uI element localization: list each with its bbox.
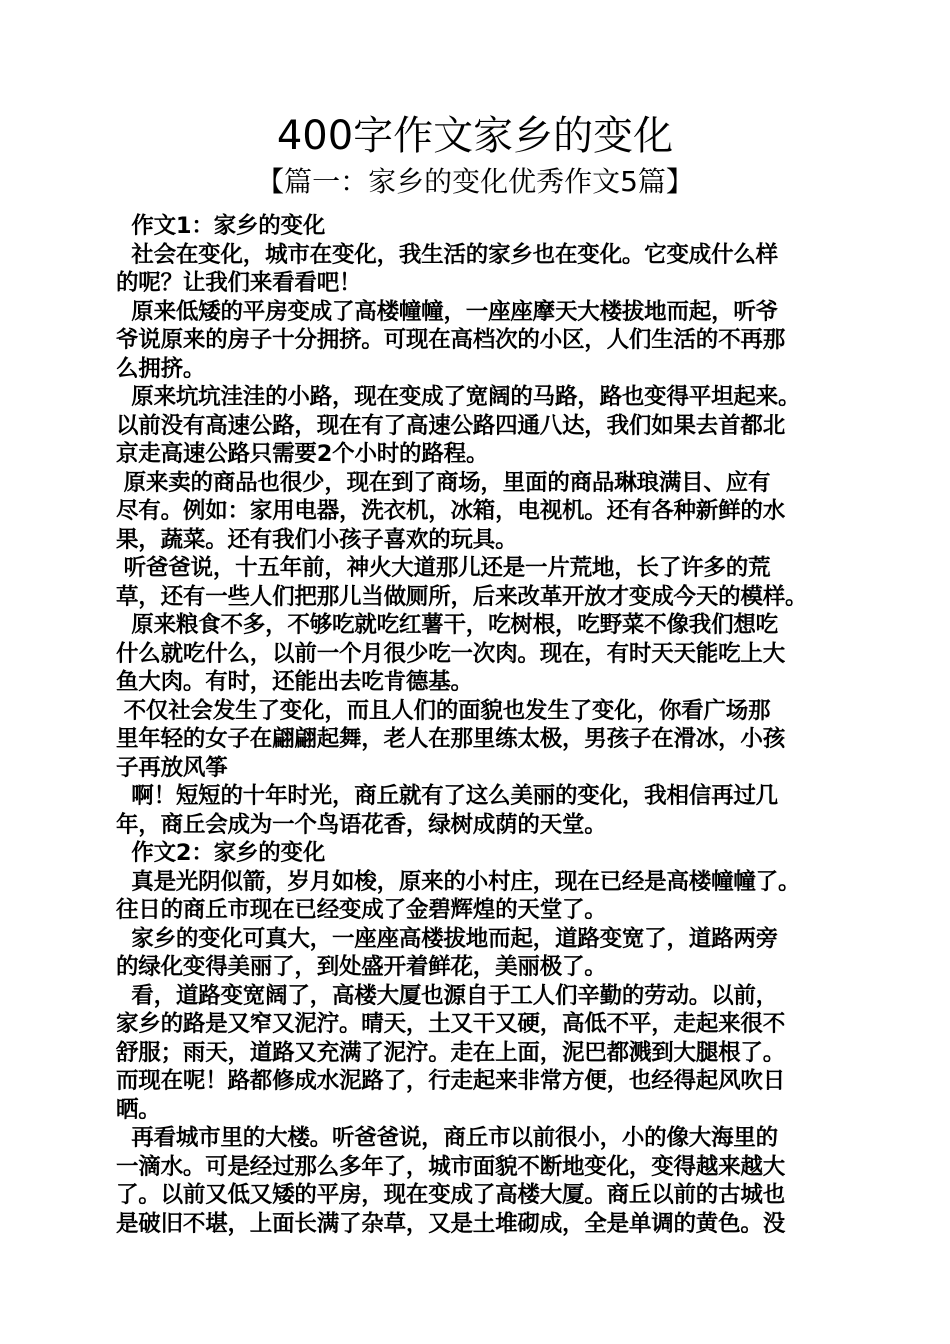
document-subtitle: 【篇一：家乡的变化优秀作文5篇】: [256, 165, 694, 198]
text-line: 原来粮食不多，不够吃就吃红薯干，吃树根，吃野菜不像我们想吃: [116, 612, 778, 638]
text-line: 不仅社会发生了变化，而且人们的面貌也发生了变化，你看广场那: [116, 697, 771, 724]
text-line: 爷说原来的房子十分拥挤。可现在高档次的小区，人们生活的不再那: [116, 327, 786, 353]
text-line: 果，蔬菜。还有我们小孩子喜欢的玩具。: [116, 526, 518, 553]
text-line: 听爸爸说，十五年前，神火大道那儿还是一片荒地，长了许多的荒: [116, 555, 771, 581]
text-line: 再看城市里的大楼。听爸爸说，商丘市以前很小，小的像大海里的: [116, 1125, 778, 1151]
text-line: 而现在呢！路都修成水泥路了，行走起来非常方便，也经得起风吹日: [116, 1068, 786, 1094]
document-body: [116, 212, 838, 1238]
text-line: 往日的商丘市现在已经变成了金碧辉煌的天堂了。: [116, 897, 607, 923]
text-line: 什么就吃什么，以前一个月很少吃一次肉。现在，有时天天能吃上大: [116, 640, 786, 667]
text-line: 作文2：家乡的变化: [116, 840, 326, 866]
text-line: 的呢？让我们来看看吧！: [116, 270, 362, 296]
text-line: 里年轻的女子在翩翩起舞，老人在那里练太极，男孩子在滑冰，小孩: [116, 726, 786, 752]
text-line: 么拥挤。: [116, 355, 206, 382]
text-line: 看，道路变宽阔了，高楼大厦也源自于工人们辛勤的劳动。以前，: [116, 982, 778, 1009]
text-line: 年，商丘会成为一个鸟语花香，绿树成荫的天堂。: [116, 811, 607, 838]
text-line: 是破旧不堪，上面长满了杂草，又是土堆砌成，全是单调的黄色。没: [116, 1210, 786, 1237]
text-line: 尽有。例如：家用电器，洗衣机，冰箱，电视机。还有各种新鲜的水: [116, 498, 786, 524]
text-line: 子再放风筝: [116, 754, 228, 781]
text-line: 原来坑坑洼洼的小路，现在变成了宽阔的马路，路也变得平坦起来。: [116, 384, 801, 410]
text-line: 舒服；雨天，道路又充满了泥泞。走在上面，泥巴都溅到大腿根了。: [116, 1039, 786, 1066]
text-line: 原来卖的商品也很少，现在到了商场，里面的商品琳琅满目、应有: [116, 469, 771, 496]
text-line: 的绿化变得美丽了，到处盛开着鲜花，美丽极了。: [116, 954, 607, 980]
text-line: 草，还有一些人们把那儿当做厕所，后来改革开放才变成今天的模样。: [116, 583, 808, 610]
text-line: 真是光阴似箭，岁月如梭，原来的小村庄，现在已经是高楼幢幢了。: [116, 868, 801, 895]
text-line: 以前没有高速公路，现在有了高速公路四通八达，我们如果去首都北: [116, 412, 786, 439]
text-line: 作文1：家乡的变化: [116, 213, 326, 239]
text-line: 晒。: [116, 1096, 161, 1123]
text-line: 鱼大肉。有时，还能出去吃肯德基。: [116, 669, 473, 695]
text-line: 一滴水。可是经过那么多年了，城市面貌不断地变化，变得越来越大: [116, 1153, 786, 1180]
text-line: 京走高速公路只需要2个小时的路程。: [116, 441, 489, 467]
text-line: 家乡的路是又窄又泥泞。晴天，土又干又硬，高低不平，走起来很不: [116, 1011, 786, 1037]
text-line: 家乡的变化可真大，一座座高楼拔地而起，道路变宽了，道路两旁: [116, 925, 778, 952]
text-line: 了。以前又低又矮的平房，现在变成了高楼大厦。商丘以前的古城也: [116, 1182, 786, 1208]
text-line: 啊！短短的十年时光，商丘就有了这么美丽的变化，我相信再过几: [116, 783, 778, 809]
text-line: 社会在变化，城市在变化，我生活的家乡也在变化。它变成什么样: [116, 241, 778, 268]
text-line: 原来低矮的平房变成了高楼幢幢，一座座摩天大楼拔地而起，听爷: [116, 298, 778, 325]
document-title: 400字作文家乡的变化: [276, 113, 674, 159]
